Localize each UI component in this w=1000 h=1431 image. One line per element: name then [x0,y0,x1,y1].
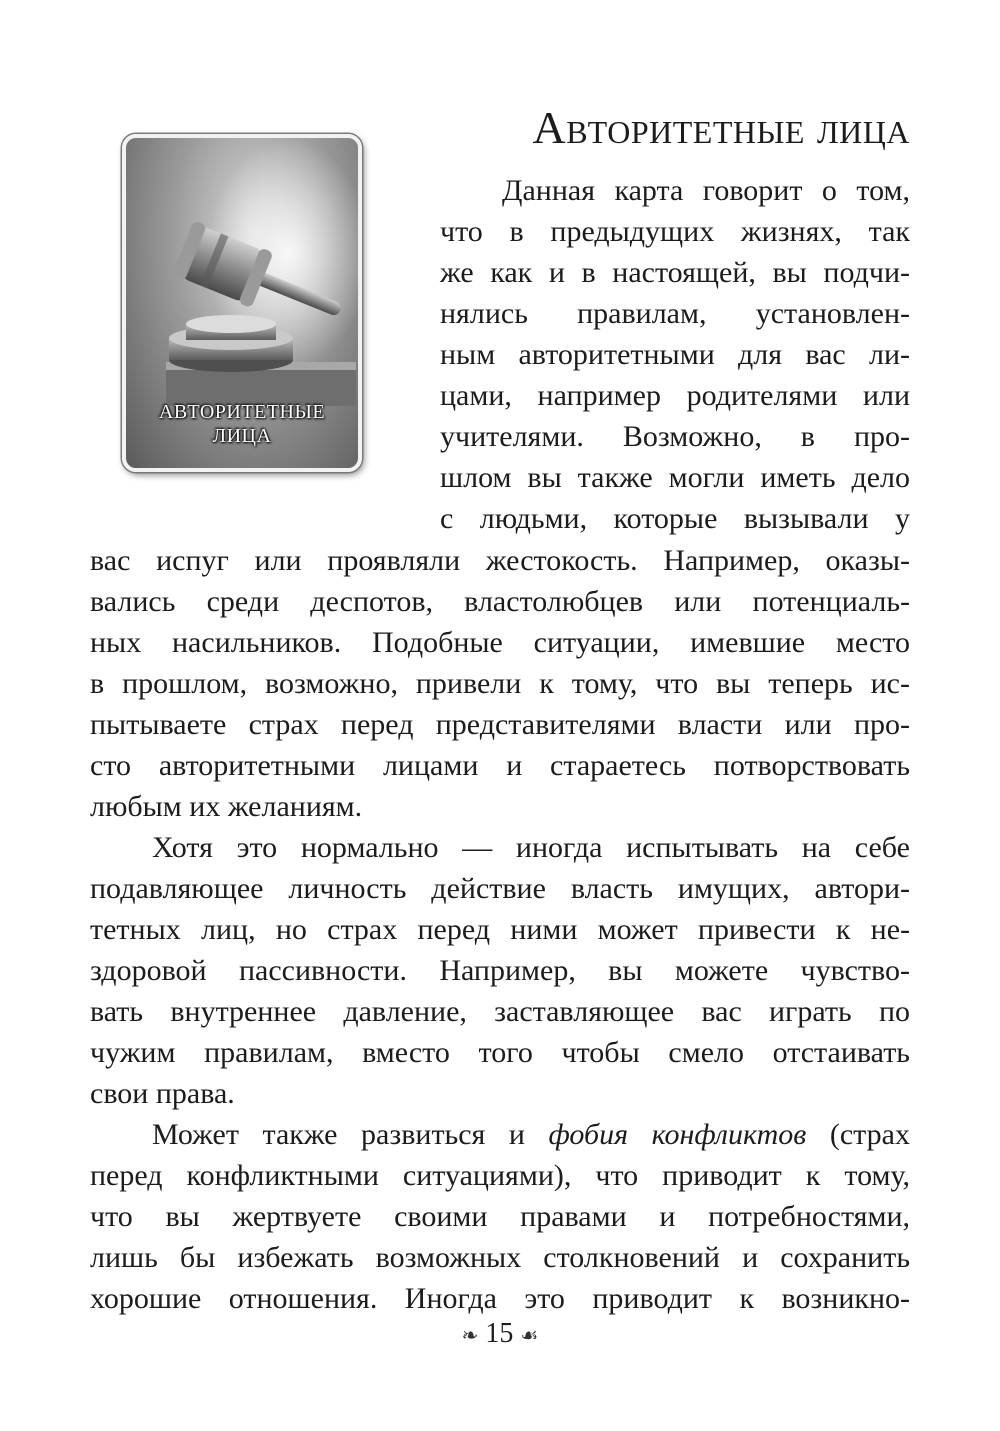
text-line: подавляющее личность действие власть имущих, автори- [90,872,910,905]
text-line: в прошлом, возможно, привели к тому, что вы теперь ис- [90,667,910,700]
card-caption [126,400,358,448]
text-line: с людьми, которые вызывали у [440,502,910,535]
text-line: что вы жертвуете своими правами и потребностями, [90,1200,910,1233]
text-line: ных насильников. Подобные ситуации, имевшие место [90,626,910,659]
text-line: сто авторитетными лицами и стараетесь потворствовать [90,749,910,782]
text-line: здоровой пассивности. Например, вы можете чувство- [90,954,910,987]
text-line: нялись правилам, установлен- [440,297,910,330]
text-line: вались среди деспотов, властолюбцев или потенциаль- [90,585,910,618]
text-line: же как и в настоящей, вы подчи- [440,256,910,289]
text-line: лишь бы избежать возможных столкновений и сохранить [90,1241,910,1274]
text-line: пытываете страх перед представителями власти или про- [90,708,910,741]
text-line: Хотя это нормально — иногда испытывать на себе [152,831,910,864]
text-line: цами, например родителями или [440,379,910,412]
text-line: тетных лиц, но страх перед ними может привести к не- [90,913,910,946]
text-line: Данная карта говорит о том, [502,174,910,207]
ornament-left-icon: ❧ [461,1324,479,1347]
tarot-card-illustration [122,134,362,472]
intro-paragraph [440,170,910,539]
text-line: шлом вы также могли иметь дело [440,461,910,494]
text-line: хорошие отношения. Иногда это приводит к возникно- [90,1282,910,1315]
text-line: что в предыдущих жизнях, так [440,215,910,248]
text-line: чужим правилам, вместо того чтобы смело отстаивать [90,1036,910,1069]
card-caption-line: ЛИЦА [212,425,272,447]
card-caption-line: АВТОРИТЕТНЫЕ [158,401,326,423]
text-segment: (страх [806,1118,910,1151]
text-line: вать внутреннее давление, заставляющее вас играть по [90,995,910,1028]
page-number: 15 [485,1318,514,1349]
text-line: перед конфликтными ситуациями), что приводит к тому, [90,1159,910,1192]
page-title: Авторитетные лица [532,102,910,153]
text-line: учителями. Возможно, в про- [440,420,910,453]
ornament-right-icon: ☙ [520,1324,539,1347]
page-footer [0,1316,1000,1354]
emphasis-term: фобия конфликтов [548,1118,807,1151]
text-line [90,1114,910,1155]
text-segment: Может также развиться и [152,1118,549,1151]
body-text [90,540,910,1319]
text-line: ным авторитетными для вас ли- [440,338,910,371]
text-line: любым их желаниям. [90,790,363,823]
text-line: свои права. [90,1077,235,1110]
text-line: вас испуг или проявляли жестокость. Например, оказы- [90,544,910,577]
